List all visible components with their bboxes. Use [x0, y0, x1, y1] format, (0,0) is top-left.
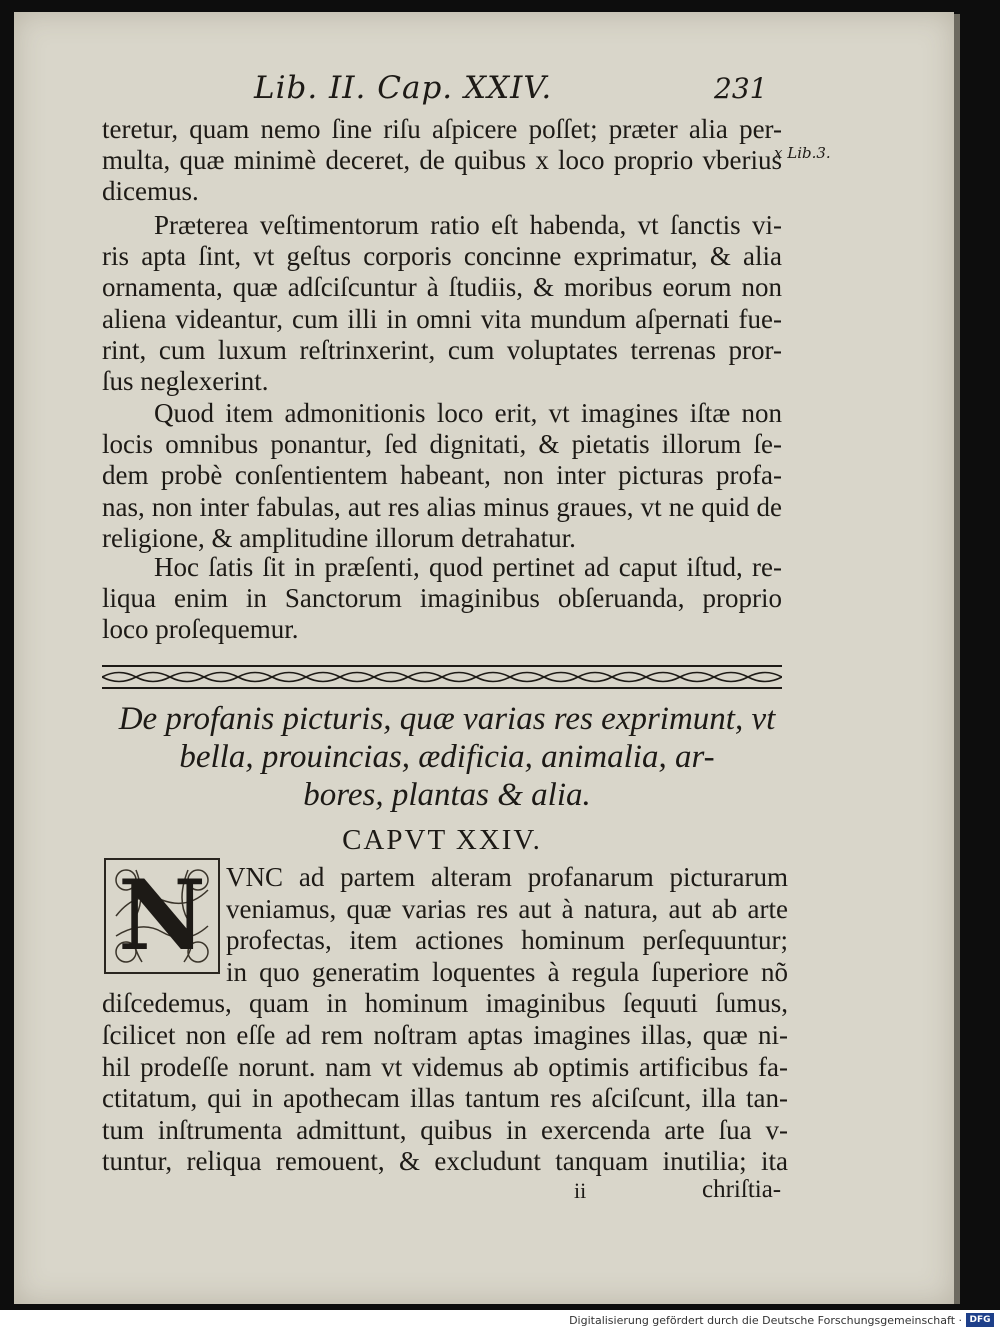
paragraph-4: [102, 552, 782, 646]
text-line: hil prodeſſe norunt. nam vt videmus ab optimis artificibus fa-: [102, 1051, 788, 1082]
text-line: liqua enim in Sanctorum imaginibus obſeruanda, proprio: [102, 583, 782, 614]
text-line: rint, cum luxum reſtrinxerint, cum voluptates terrenas pror-: [102, 334, 782, 365]
text-line: loco proſequemur.: [102, 614, 299, 645]
text-line: veniamus, quæ varias res aut à natura, aut ab arte: [226, 893, 788, 924]
footer-bar: [0, 1310, 1000, 1332]
margin-note: x Lib.3.: [774, 144, 831, 162]
heading-line: bella, prouincias, ædificia, animalia, ar-: [179, 739, 715, 775]
text-line: dicemus.: [102, 176, 199, 207]
text-line: Hoc ſatis ſit in præſenti, quod pertinet ad caput iſtud, re-: [154, 552, 782, 582]
text-line: aliena videantur, cum illi in omni vita mundum aſpernati fue-: [102, 303, 782, 334]
chapter-body: [102, 859, 788, 1178]
heading-line: De profanis picturis, quæ varias res exprimunt, vt: [118, 701, 776, 737]
dfg-logo-icon: DFG: [966, 1313, 994, 1327]
text-line: tuntur, reliqua remouent, & excludunt tanquam inutilia; ita: [102, 1146, 788, 1177]
text-line: in quo generatim loquentes à regula ſuperiore nõ: [226, 956, 788, 987]
page-edge: [954, 14, 960, 1304]
text-line: religione, & amplitudine illorum detrahatur.: [102, 522, 576, 553]
text-line: ris apta ſint, vt geſtus corporis concinne exprimatur, & alia: [102, 241, 782, 272]
text-line: ctitatum, qui in apothecam illas tantum res aſciſcunt, illa tan-: [102, 1083, 788, 1114]
text-line: dem probè conſentientem habeant, non inter picturas profa-: [102, 460, 782, 491]
chapter-heading: [102, 700, 792, 814]
text-line: locis omnibus ponantur, ſed dignitati, & pietatis illorum ſe-: [102, 429, 782, 460]
catchword: chriſtia-: [702, 1176, 782, 1203]
heading-line: bores, plantas & alia.: [303, 777, 591, 813]
page-number: 231: [714, 72, 768, 105]
text-line: VNC ad partem alteram profanarum picturarum: [226, 862, 788, 892]
footer-credit: Digitalisierung gefördert durch die Deutsche Forschungsgemeinschaft ·: [569, 1314, 962, 1327]
ornamental-rule: [102, 664, 782, 690]
paragraph-1: [102, 114, 782, 208]
text-line: Quod item admonitionis loco erit, vt imagines iſtæ non: [154, 398, 782, 428]
book-page: [14, 12, 954, 1304]
signature-mark: ii: [574, 1178, 587, 1203]
text-line: teretur, quam nemo ſine riſu aſpicere poſſet; præter alia per-: [102, 114, 782, 144]
text-line: Præterea veſtimentorum ratio eſt habenda, vt ſanctis vi-: [154, 210, 782, 240]
text-line: diſcedemus, quam in hominum imaginibus ſequuti ſumus,: [102, 988, 788, 1019]
text-line: profectas, item actiones hominum perſequuntur;: [226, 925, 788, 956]
initial-letter: N: [118, 859, 206, 972]
text-line: nas, non inter fabulas, aut res alias minus graues, vt ne quid de: [102, 491, 782, 522]
paragraph-3: [102, 398, 782, 554]
paragraph-2: [102, 210, 782, 397]
page-header: [14, 70, 954, 116]
text-line: ornamenta, quæ adſciſcuntur à ſtudiis, & moribus eorum non: [102, 272, 782, 303]
text-line: ſus neglexerint.: [102, 366, 269, 397]
text-line: tum inſtrumenta admittunt, quibus in exercenda arte ſua v-: [102, 1114, 788, 1145]
text-line: multa, quæ minimè deceret, de quibus x loco proprio vberius: [102, 145, 782, 176]
text-line: ſcilicet non eſſe ad rem noſtram aptas imagines illas, quæ ni-: [102, 1019, 788, 1050]
running-head: Lib. II. Cap. XXIV.: [254, 70, 553, 106]
chapter-number: CAPVT XXIV.: [342, 824, 542, 856]
